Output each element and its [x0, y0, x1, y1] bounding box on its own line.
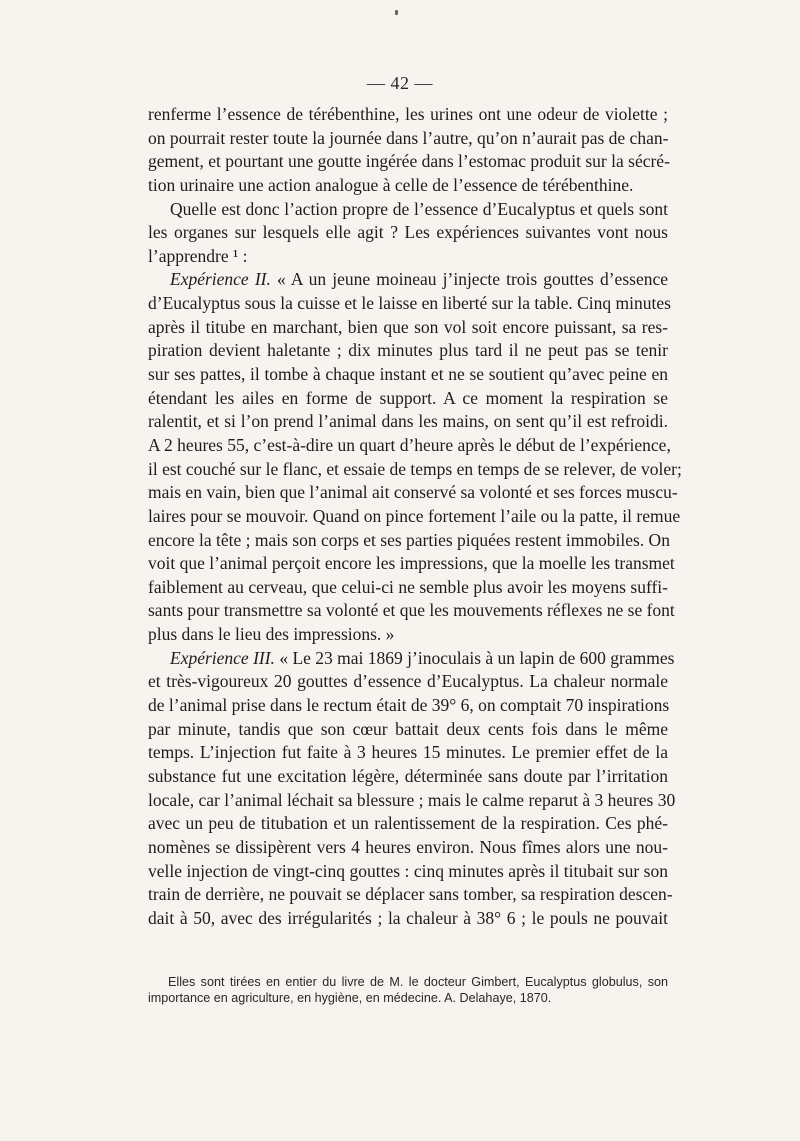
- text-line: sur ses pattes, il tombe à chaque instant et ne se soutient qu’avec peine en: [148, 364, 668, 385]
- text-line: renferme l’essence de térébenthine, les urines ont une odeur de violette ;: [148, 104, 668, 124]
- text-line: et très-vigoureux 20 gouttes d’essence d’Eucalyptus. La chaleur normale: [148, 671, 668, 692]
- text-line: mais en vain, bien que l’animal ait conservé sa volonté et ses forces muscu-: [148, 482, 678, 503]
- text-line: piration devient haletante ; dix minutes plus tard il ne peut pas se tenir: [148, 340, 668, 361]
- text-line: plus dans le lieu des impressions. »: [148, 624, 395, 645]
- text-line: l’apprendre ¹ :: [148, 245, 248, 266]
- text-line: [148, 647, 675, 671]
- text-line: étendant les ailes en forme de support. A ce moment la respiration se: [148, 387, 668, 408]
- text-line: A 2 heures 55, c’est-à-dire un quart d’heure après le début de l’expérience,: [148, 434, 671, 455]
- text-line: il est couché sur le flanc, et essaie de temps en temps de se relever, de voler;: [148, 458, 682, 479]
- text-line: faiblement au cerveau, que celui-ci ne semble plus avoir les moyens suffi-: [148, 576, 668, 597]
- text-line: on pourrait rester toute la journée dans l’autre, qu’on n’aurait pas de chan-: [148, 127, 669, 148]
- text-line: d’Eucalyptus sous la cuisse et le laisse en liberté sur la table. Cinq minutes: [148, 293, 671, 314]
- text-line: après il titube en marchant, bien que son vol soit encore puissant, sa res-: [148, 316, 668, 337]
- body-text: [148, 103, 682, 930]
- text-line: les organes sur lesquels elle agit ? Les expériences suivantes vont nous: [148, 222, 668, 243]
- text-line-rest: « Le 23 mai 1869 j’inoculais à un lapin de 600 grammes: [274, 647, 675, 668]
- text-line: substance fut une excitation légère, déterminée sans doute par l’irritation: [148, 765, 668, 786]
- page-number: — 42 —: [367, 73, 433, 93]
- text-line: par minute, tandis que son cœur battait deux cents fois dans le même: [148, 718, 668, 739]
- text-line: laires pour se mouvoir. Quand on pince fortement l’aile ou la patte, il remue: [148, 505, 681, 526]
- text-line: encore la tête ; mais son corps et ses parties piquées restent immobiles. On: [148, 529, 670, 550]
- text-line: ralentit, et si l’on prend l’animal dans les mains, on sent qu’il est refroidi.: [148, 411, 668, 432]
- paragraph-experience-iii: [148, 647, 676, 931]
- text-line: nomènes se dissipèrent vers 4 heures environ. Nous fîmes alors une nou-: [148, 836, 668, 857]
- text-line: de l’animal prise dans le rectum était de 39° 6, on comptait 70 inspirations: [148, 695, 670, 716]
- text-line: dait à 50, avec des irrégularités ; la chaleur à 38° 6 ; le pouls ne pouvait: [148, 907, 668, 928]
- text-line: gement, et pourtant une goutte ingérée dans l’estomac produit sur la sécré-: [148, 151, 670, 172]
- text-line: voit que l’animal perçoit encore les impressions, que la moelle les transmet: [148, 553, 675, 574]
- experience-heading: Expérience II.: [170, 269, 271, 290]
- text-line: sants pour transmettre sa volonté et que les mouvements réflexes ne se font: [148, 600, 675, 621]
- text-line: train de derrière, ne pouvait se déplacer sans tomber, sa respiration descen-: [148, 884, 673, 905]
- text-line: locale, car l’animal léchait sa blessure ; mais le calme reparut à 3 heures 30: [148, 789, 676, 810]
- paragraph: [148, 103, 668, 198]
- text-line-rest: « A un jeune moineau j’injecte trois gouttes d’essence: [270, 269, 668, 290]
- text-line: tion urinaire une action analogue à celle de l’essence de térébenthine.: [148, 174, 634, 195]
- ink-speck: [395, 10, 398, 15]
- text-line: avec un peu de titubation et un ralentissement de la respiration. Ces phé-: [148, 813, 668, 834]
- footnote: [148, 975, 668, 1006]
- text-line: Quelle est donc l’action propre de l’essence d’Eucalyptus et quels sont: [170, 198, 668, 219]
- footnote-line: importance en agriculture, en hygiène, en médecine. A. Delahaye, 1870.: [148, 990, 552, 1005]
- text-line: [148, 268, 668, 292]
- experience-heading: Expérience III.: [170, 647, 275, 668]
- footnote-line: Elles sont tirées en entier du livre de M. le docteur Gimbert, Eucalyptus globulus, son: [168, 975, 668, 989]
- paragraph: [148, 198, 668, 269]
- text-line: temps. L’injection fut faite à 3 heures 15 minutes. Le premier effet de la: [148, 742, 668, 763]
- text-line: velle injection de vingt-cinq gouttes : cinq minutes après il titubait sur son: [148, 860, 668, 881]
- paragraph-experience-ii: [148, 268, 682, 646]
